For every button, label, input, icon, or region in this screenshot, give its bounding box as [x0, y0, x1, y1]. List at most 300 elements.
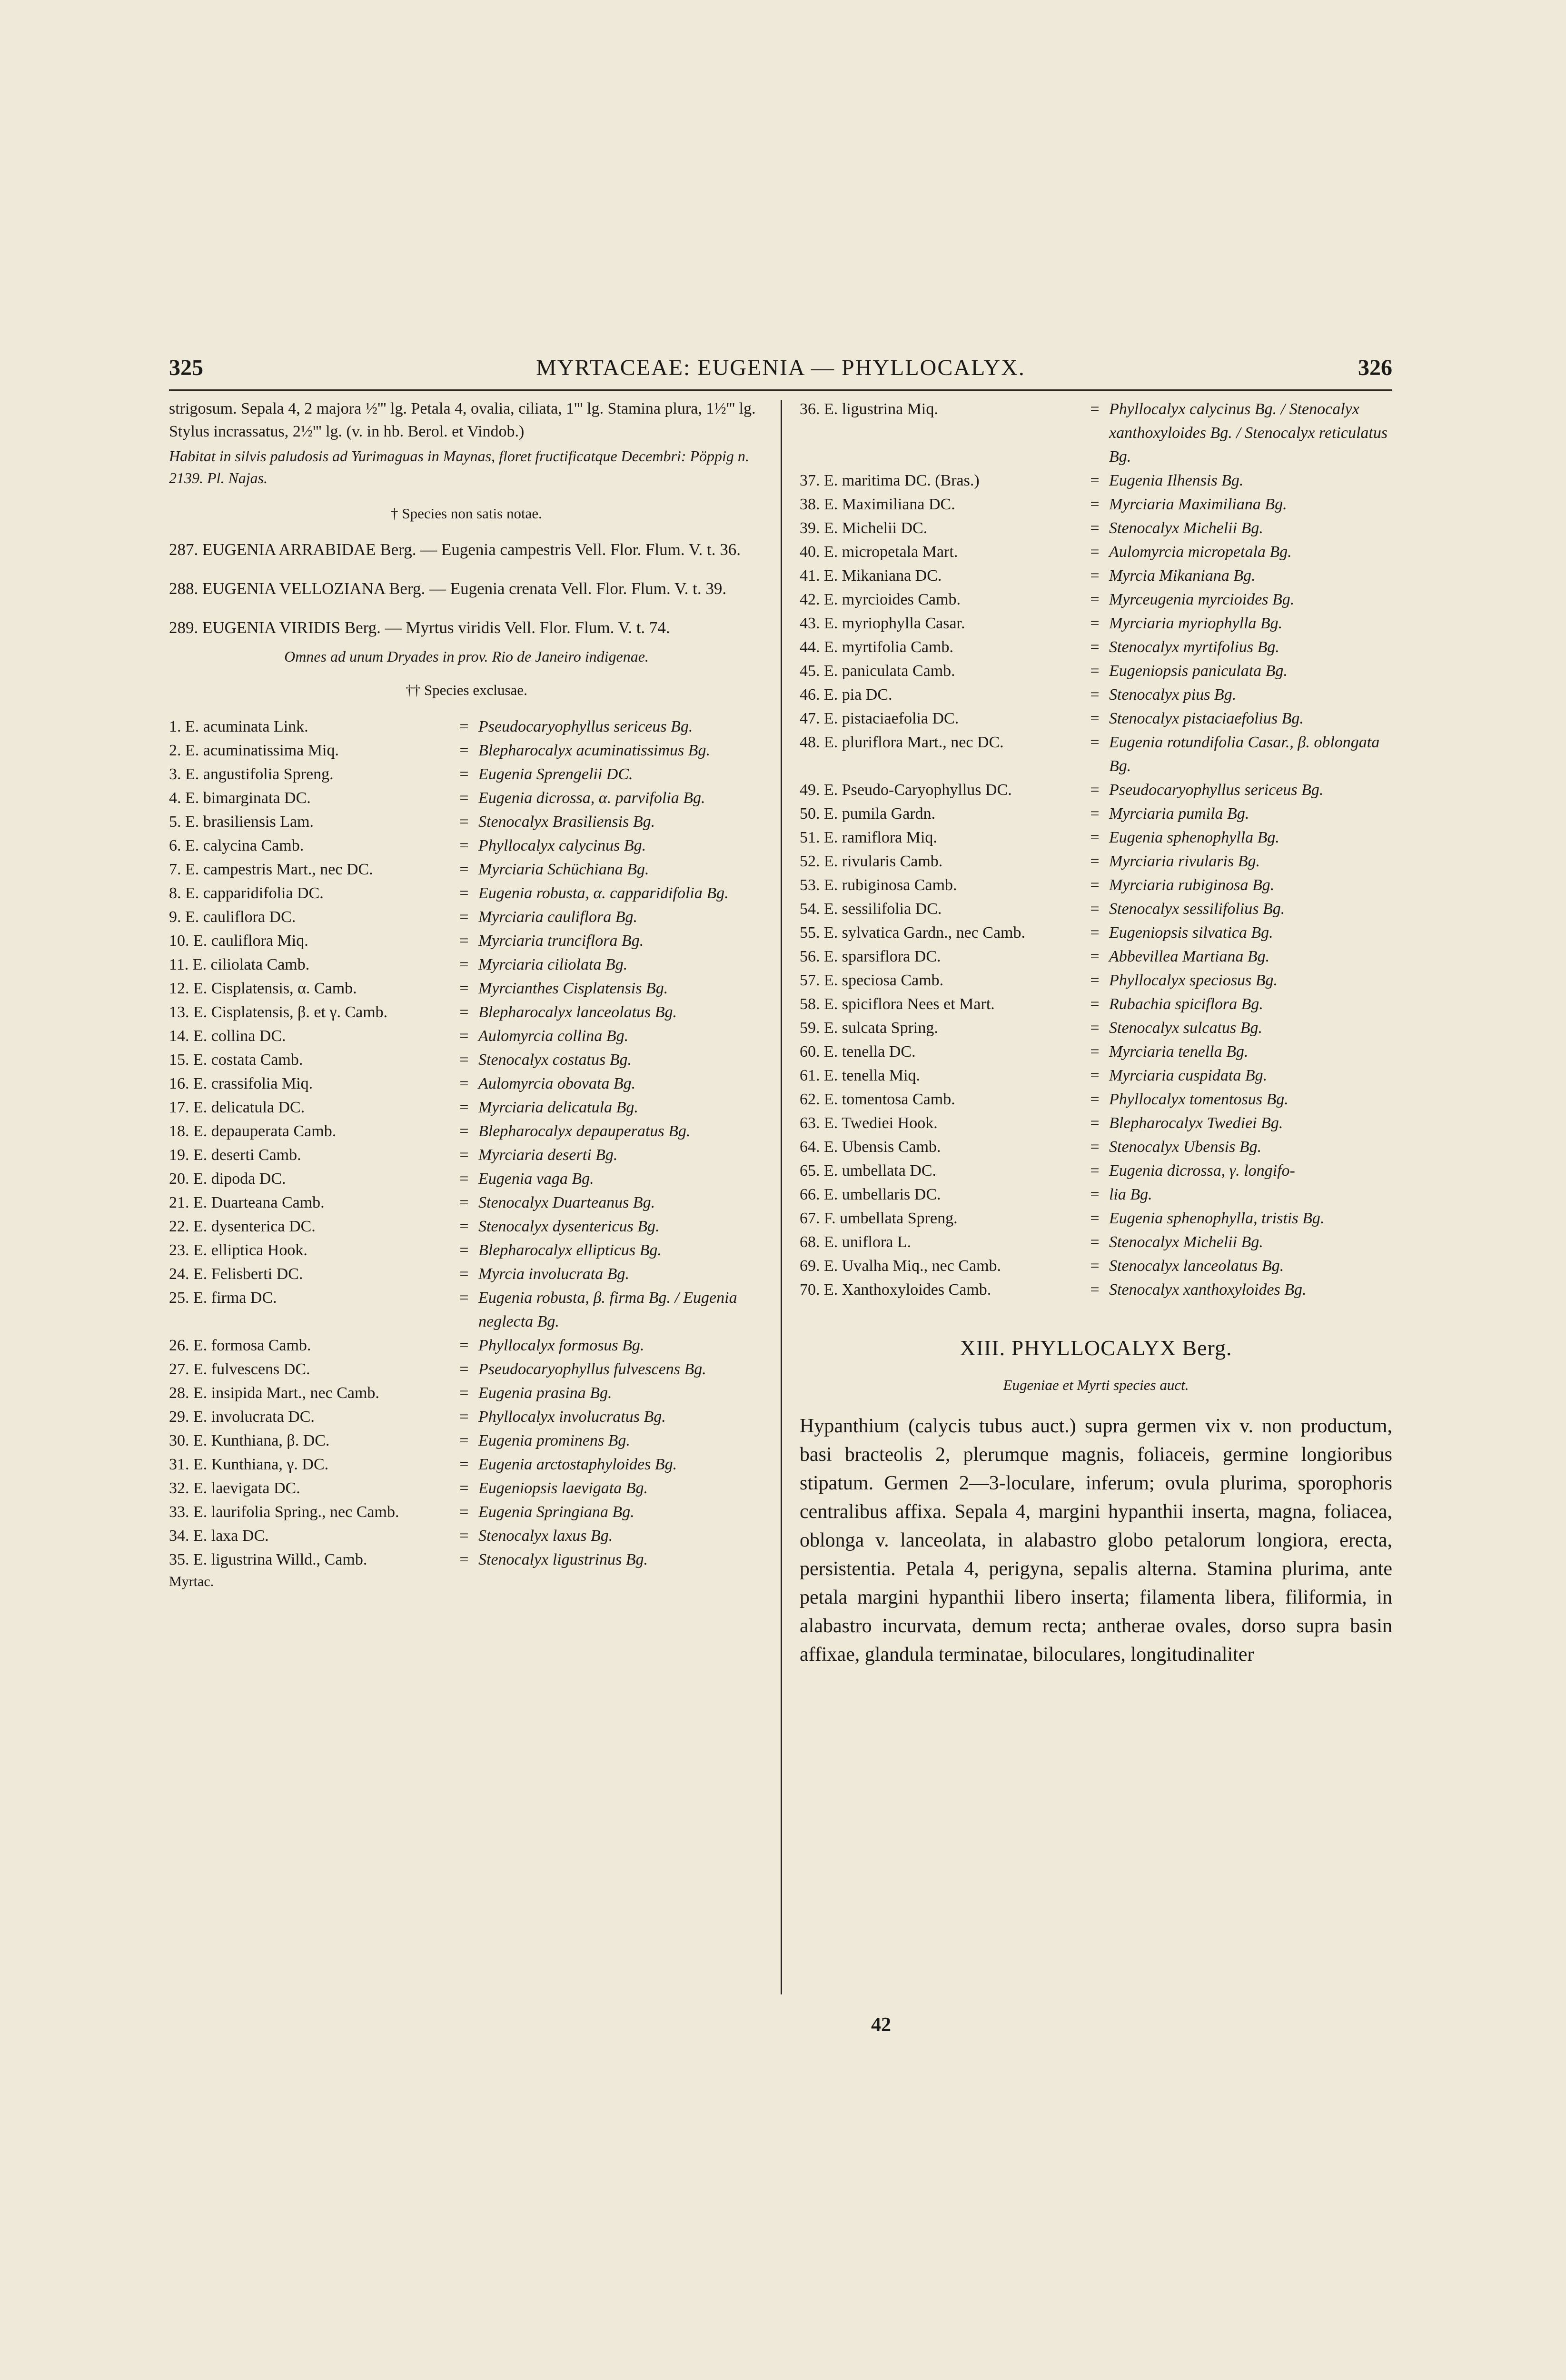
equals-sign: =	[459, 1194, 469, 1211]
synonym-new-name: Blepharocalyx lanceolatus Bg.	[478, 1003, 677, 1021]
equals-sign: =	[1090, 662, 1100, 680]
synonym-new-name: Myrciaria Schüchiana Bg.	[478, 861, 649, 878]
synonym-old-name: 70. E. Xanthoxyloides Camb.	[800, 1281, 991, 1299]
equals-sign: =	[459, 861, 469, 878]
synonym-old-name: 44. E. myrtifolia Camb.	[800, 638, 953, 656]
synonym-new-name: Myrciaria rivularis Bg.	[1109, 853, 1260, 870]
equals-sign: =	[1090, 543, 1100, 561]
synonym-row	[800, 1230, 1392, 1254]
equals-sign: =	[1090, 1257, 1100, 1275]
equals-sign: =	[459, 884, 469, 902]
equals-sign: =	[1090, 853, 1100, 870]
equals-sign: =	[459, 718, 469, 735]
synonym-old-name: 35. E. ligustrina Willd., Camb.	[169, 1551, 367, 1568]
synonym-row	[169, 1239, 764, 1262]
synonym-row	[800, 945, 1392, 969]
synonym-old-name: 39. E. Michelii DC.	[800, 519, 928, 537]
synonym-new-name: Stenocalyx pius Bg.	[1109, 686, 1237, 704]
synonym-new-name: Myrciaria cauliflora Bg.	[478, 908, 637, 926]
synonym-new-name: Stenocalyx Michelii Bg.	[1109, 519, 1263, 537]
synonym-old-name: 20. E. dipoda DC.	[169, 1170, 286, 1188]
synonym-row	[169, 1096, 764, 1120]
synonym-new-name: Stenocalyx Michelii Bg.	[1109, 1233, 1263, 1251]
synonym-new-name: Eugenia vaga Bg.	[478, 1170, 594, 1188]
equals-sign: =	[1090, 1019, 1100, 1037]
equals-sign: =	[459, 1456, 469, 1473]
synonym-new-name: Stenocalyx xanthoxyloides Bg.	[1109, 1281, 1307, 1299]
synonym-old-name: 34. E. laxa DC.	[169, 1527, 269, 1545]
header-rule	[169, 389, 1392, 391]
equals-sign: =	[1090, 995, 1100, 1013]
synonym-old-name: 26. E. formosa Camb.	[169, 1337, 311, 1354]
synonym-old-name: 40. E. micropetala Mart.	[800, 543, 958, 561]
synonym-row	[800, 1088, 1392, 1111]
signature-mark: Myrtac.	[169, 1574, 214, 1589]
running-header	[169, 355, 1392, 383]
synonym-new-name: Eugenia robusta, α. capparidifolia Bg.	[478, 884, 729, 902]
synonym-new-name: Eugenia dicrossa, α. parvifolia Bg.	[478, 789, 705, 807]
synonym-old-name: 68. E. uniflora L.	[800, 1233, 912, 1251]
synonym-new-name: Myrceugenia myrcioides Bg.	[1109, 591, 1295, 608]
equals-sign: =	[1090, 400, 1100, 418]
synonym-new-name: Phyllocalyx involucratus Bg.	[478, 1408, 666, 1426]
synonym-row	[800, 1064, 1392, 1088]
synonym-old-name: 46. E. pia DC.	[800, 686, 892, 704]
equals-sign: =	[1090, 1043, 1100, 1061]
synonym-old-name: 14. E. collina DC.	[169, 1027, 286, 1045]
synonym-row	[169, 858, 764, 882]
synonym-new-name: Abbevillea Martiana Bg.	[1109, 948, 1270, 965]
synonym-new-name: Blepharocalyx Twediei Bg.	[1109, 1114, 1283, 1132]
equals-sign: =	[459, 1241, 469, 1259]
synonym-old-name: 45. E. paniculata Camb.	[800, 662, 955, 680]
synonym-row	[169, 1524, 764, 1548]
synonym-row	[800, 778, 1392, 802]
synonym-row	[169, 1143, 764, 1167]
equals-sign: =	[1090, 876, 1100, 894]
synonym-old-name: 63. E. Twediei Hook.	[800, 1114, 938, 1132]
synonym-row	[800, 469, 1392, 493]
synonym-row	[800, 873, 1392, 897]
synonym-old-name: 30. E. Kunthiana, β. DC.	[169, 1432, 330, 1449]
synonym-old-name: 57. E. speciosa Camb.	[800, 972, 944, 989]
synonym-old-name: 50. E. pumila Gardn.	[800, 805, 936, 823]
equals-sign: =	[459, 1360, 469, 1378]
synonym-new-name: Eugenia prominens Bg.	[478, 1432, 630, 1449]
synonym-old-name: 51. E. ramiflora Miq.	[800, 829, 937, 846]
equals-sign: =	[459, 1265, 469, 1283]
synonym-row	[169, 882, 764, 905]
synonym-new-name: Phyllocalyx formosus Bg.	[478, 1337, 644, 1354]
equals-sign: =	[459, 908, 469, 926]
synonym-old-name: 27. E. fulvescens DC.	[169, 1360, 310, 1378]
running-title: MYRTACEAE: EUGENIA — PHYLLOCALYX.	[536, 355, 1025, 380]
synonym-new-name: Stenocalyx Ubensis Bg.	[1109, 1138, 1262, 1156]
synonym-old-name: 28. E. insipida Mart., nec Camb.	[169, 1384, 379, 1402]
equals-sign: =	[459, 1503, 469, 1521]
synonym-row	[169, 1167, 764, 1191]
synonym-new-name: Pseudocaryophyllus fulvescens Bg.	[478, 1360, 706, 1378]
synonym-new-name: Rubachia spiciflora Bg.	[1109, 995, 1263, 1013]
synonym-old-name: 32. E. laevigata DC.	[169, 1479, 300, 1497]
equals-sign: =	[1090, 615, 1100, 632]
equals-sign: =	[459, 765, 469, 783]
synonym-old-name: 11. E. ciliolata Camb.	[169, 956, 310, 973]
synonym-new-name: Stenocalyx lanceolatus Bg.	[1109, 1257, 1284, 1275]
distribution-note: Omnes ad unum Dryades in prov. Rio de Janeiro indigenae.	[284, 648, 649, 665]
equals-sign: =	[459, 932, 469, 950]
equals-sign: =	[459, 1003, 469, 1021]
synonym-new-name: Stenocalyx laxus Bg.	[478, 1527, 613, 1545]
synonym-old-name: 36. E. ligustrina Miq.	[800, 400, 938, 418]
equals-sign: =	[459, 837, 469, 854]
synonym-old-name: 59. E. sulcata Spring.	[800, 1019, 938, 1037]
synonym-row	[169, 1024, 764, 1048]
synonym-new-name: Eugenia Sprengelii DC.	[478, 765, 633, 783]
synonym-row	[169, 1120, 764, 1143]
synonym-row	[800, 1135, 1392, 1159]
synonym-old-name: 37. E. maritima DC. (Bras.)	[800, 472, 980, 489]
equals-sign: =	[459, 1289, 469, 1307]
synonym-row	[800, 516, 1392, 540]
synonym-row	[800, 540, 1392, 564]
synonym-row	[800, 1254, 1392, 1278]
synonym-old-name: 43. E. myriophylla Casar.	[800, 615, 965, 632]
synonym-new-name: Eugenia sphenophylla, tristis Bg.	[1109, 1210, 1325, 1227]
synonym-row	[169, 1048, 764, 1072]
synonym-new-name: Myrciaria deserti Bg.	[478, 1146, 618, 1164]
synonym-new-name: Stenocalyx ligustrinus Bg.	[478, 1551, 648, 1568]
equals-sign: =	[459, 1099, 469, 1116]
synonym-row	[169, 1334, 764, 1358]
synonym-old-name: 42. E. myrcioides Camb.	[800, 591, 961, 608]
synonym-old-name: 52. E. rivularis Camb.	[800, 853, 943, 870]
synonym-row	[800, 1207, 1392, 1230]
equals-sign: =	[459, 1479, 469, 1497]
synonym-old-name: 6. E. calycina Camb.	[169, 837, 304, 854]
synonym-old-name: 61. E. tenella Miq.	[800, 1067, 921, 1084]
synonym-new-name: Eugeniopsis silvatica Bg.	[1109, 924, 1273, 942]
synonym-row	[800, 1159, 1392, 1183]
synonym-old-name: 9. E. cauliflora DC.	[169, 908, 296, 926]
synonym-old-name: 25. E. firma DC.	[169, 1289, 277, 1307]
equals-sign: =	[459, 1384, 469, 1402]
species-entry: 288. EUGENIA VELLOZIANA Berg. — Eugenia crenata Vell. Flor. Flum. V. t. 39.	[169, 579, 727, 598]
equals-sign: =	[459, 1408, 469, 1426]
synonym-row	[169, 1358, 764, 1381]
right-column	[800, 397, 1392, 1669]
synonym-row	[800, 1040, 1392, 1064]
equals-sign: =	[459, 1122, 469, 1140]
synonym-row	[169, 715, 764, 739]
synonym-row	[169, 1215, 764, 1239]
genus-description: Hypanthium (calycis tubus auct.) supra germen vix v. non productum, basi bracteolis 2, plerumque magnis, foliaceis, germine longioribus stipatum. Germen 2—3-loculare, inferum; ovula plurima, sporophoris centralibus affixa. Sepala 4, margini hypanthii inserta, magna, foliacea, oblonga v. lanceolata, in alabastro globo petalorum longiora, erecta, persistentia. Petala 4, perigyna, sepalis alterna. Stamina plurima, ante petala margini hypanthii libero inserta; filamenta libera, filiformia, in alabastro incurvata, demum recta; antherae ovales, dorso supra basin affixae, glandula terminatae, biloculares, longitudinaliter	[800, 1415, 1392, 1666]
synonym-row	[169, 1262, 764, 1286]
synonym-list-right	[800, 397, 1392, 1302]
equals-sign: =	[1090, 972, 1100, 989]
synonym-old-name: 48. E. pluriflora Mart., nec DC.	[800, 734, 1004, 751]
synonym-new-name: Stenocalyx costatus Bg.	[478, 1051, 632, 1069]
equals-sign: =	[1090, 1186, 1100, 1203]
synonym-old-name: 62. E. tomentosa Camb.	[800, 1091, 955, 1108]
synonym-old-name: 53. E. rubiginosa Camb.	[800, 876, 957, 894]
synonym-new-name: Myrciaria pumila Bg.	[1109, 805, 1249, 823]
synonym-old-name: 24. E. Felisberti DC.	[169, 1265, 303, 1283]
synonym-new-name: Eugenia sphenophylla Bg.	[1109, 829, 1279, 846]
synonym-old-name: 55. E. sylvatica Gardn., nec Camb.	[800, 924, 1025, 942]
synonym-new-name: Eugenia prasina Bg.	[478, 1384, 612, 1402]
equals-sign: =	[1090, 1114, 1100, 1132]
synonym-new-name: Stenocalyx sulcatus Bg.	[1109, 1019, 1262, 1037]
equals-sign: =	[1090, 686, 1100, 704]
synonym-new-name: Myrcianthes Cisplatensis Bg.	[478, 980, 668, 997]
synonym-old-name: 41. E. Mikaniana DC.	[800, 567, 942, 585]
synonym-new-name: lia Bg.	[1109, 1186, 1152, 1203]
synonym-old-name: 23. E. elliptica Hook.	[169, 1241, 307, 1259]
synonym-old-name: 13. E. Cisplatensis, β. et γ. Camb.	[169, 1003, 388, 1021]
equals-sign: =	[459, 1027, 469, 1045]
synonym-row	[800, 635, 1392, 659]
equals-sign: =	[459, 742, 469, 759]
genus-subheading: Eugeniae et Myrti species auct.	[1003, 1377, 1189, 1393]
synonym-new-name: Blepharocalyx depauperatus Bg.	[478, 1122, 691, 1140]
equals-sign: =	[1090, 1091, 1100, 1108]
synonym-new-name: Myrcia Mikaniana Bg.	[1109, 567, 1256, 585]
synonym-new-name: Eugenia Ilhensis Bg.	[1109, 472, 1244, 489]
equals-sign: =	[1090, 1067, 1100, 1084]
sheet-signature: 42	[871, 2014, 891, 2036]
synonym-old-name: 31. E. Kunthiana, γ. DC.	[169, 1456, 329, 1473]
equals-sign: =	[459, 1075, 469, 1092]
synonym-row	[800, 969, 1392, 992]
equals-sign: =	[1090, 1210, 1100, 1227]
equals-sign: =	[1090, 591, 1100, 608]
synonym-row	[169, 905, 764, 929]
synonym-old-name: 17. E. delicatula DC.	[169, 1099, 305, 1116]
synonym-new-name: Pseudocaryophyllus sericeus Bg.	[1109, 781, 1324, 799]
synonym-old-name: 8. E. capparidifolia DC.	[169, 884, 324, 902]
synonym-row	[800, 659, 1392, 683]
synonym-row	[800, 1278, 1392, 1302]
synonym-new-name: Eugeniopsis laevigata Bg.	[478, 1479, 648, 1497]
equals-sign: =	[459, 980, 469, 997]
synonym-old-name: 5. E. brasiliensis Lam.	[169, 813, 314, 831]
synonym-row	[169, 929, 764, 953]
synonym-old-name: 21. E. Duarteana Camb.	[169, 1194, 325, 1211]
equals-sign: =	[1090, 567, 1100, 585]
column-rule	[781, 400, 782, 1994]
synonym-row	[800, 397, 1392, 469]
synonym-new-name: Myrciaria ciliolata Bg.	[478, 956, 628, 973]
synonym-new-name: Eugenia dicrossa, γ. longifo-	[1109, 1162, 1295, 1180]
habitat-paragraph: Habitat in silvis paludosis ad Yurimaguas in Maynas, floret fructificatque Decembri: Pöppig n. 2139. Pl. Najas.	[169, 447, 749, 486]
synonym-row	[169, 1405, 764, 1429]
synonym-new-name: Myrcia involucrata Bg.	[478, 1265, 629, 1283]
synonym-new-name: Blepharocalyx ellipticus Bg.	[478, 1241, 662, 1259]
synonym-old-name: 18. E. depauperata Camb.	[169, 1122, 337, 1140]
synonym-new-name: Eugenia robusta, β. firma Bg. / Eugenia neglecta Bg.	[478, 1289, 737, 1330]
synonym-row	[169, 739, 764, 763]
synonym-new-name: Myrciaria tenella Bg.	[1109, 1043, 1249, 1061]
synonym-row	[800, 612, 1392, 635]
synonym-new-name: Phyllocalyx calycinus Bg. / Stenocalyx xanthoxyloides Bg. / Stenocalyx reticulatus Bg.	[1109, 400, 1388, 466]
equals-sign: =	[1090, 1233, 1100, 1251]
synonym-new-name: Myrciaria myriophylla Bg.	[1109, 615, 1283, 632]
equals-sign: =	[1090, 781, 1100, 799]
synonym-new-name: Myrciaria rubiginosa Bg.	[1109, 876, 1275, 894]
synonym-row	[800, 992, 1392, 1016]
equals-sign: =	[1090, 924, 1100, 942]
synonym-row	[169, 834, 764, 858]
synonym-row	[169, 977, 764, 1001]
synonym-row	[800, 897, 1392, 921]
synonym-row	[169, 1072, 764, 1096]
synonym-new-name: Myrciaria delicatula Bg.	[478, 1099, 638, 1116]
equals-sign: =	[1090, 1162, 1100, 1180]
synonym-row	[800, 493, 1392, 516]
equals-sign: =	[459, 1051, 469, 1069]
synonym-row	[800, 707, 1392, 731]
synonym-old-name: 58. E. spiciflora Nees et Mart.	[800, 995, 995, 1013]
synonym-old-name: 69. E. Uvalha Miq., nec Camb.	[800, 1257, 1001, 1275]
synonym-old-name: 66. E. umbellaris DC.	[800, 1186, 941, 1203]
synonym-new-name: Eugenia arctostaphyloides Bg.	[478, 1456, 677, 1473]
synonym-old-name: 65. E. umbellata DC.	[800, 1162, 937, 1180]
synonym-row	[169, 1477, 764, 1500]
equals-sign: =	[1090, 710, 1100, 727]
equals-sign: =	[459, 1218, 469, 1235]
synonym-new-name: Eugenia rotundifolia Casar., β. oblongata Bg.	[1109, 734, 1380, 775]
equals-sign: =	[1090, 734, 1100, 751]
synonym-new-name: Aulomyrcia obovata Bg.	[478, 1075, 636, 1092]
synonym-old-name: 38. E. Maximiliana DC.	[800, 496, 955, 513]
page-number-left: 325	[169, 355, 203, 380]
synonym-row	[800, 588, 1392, 612]
synonym-new-name: Myrciaria cuspidata Bg.	[1109, 1067, 1268, 1084]
synonym-new-name: Stenocalyx myrtifolius Bg.	[1109, 638, 1279, 656]
synonym-row	[800, 921, 1392, 945]
synonym-new-name: Aulomyrcia micropetala Bg.	[1109, 543, 1292, 561]
equals-sign: =	[1090, 829, 1100, 846]
section-heading-not-known: † Species non satis notae.	[391, 505, 542, 522]
equals-sign: =	[1090, 1138, 1100, 1156]
equals-sign: =	[459, 1170, 469, 1188]
synonym-row	[169, 1548, 764, 1572]
synonym-row	[800, 564, 1392, 588]
synonym-row	[169, 1191, 764, 1215]
synonym-old-name: 7. E. campestris Mart., nec DC.	[169, 861, 373, 878]
synonym-old-name: 16. E. crassifolia Miq.	[169, 1075, 313, 1092]
synonym-new-name: Stenocalyx Brasiliensis Bg.	[478, 813, 655, 831]
synonym-old-name: 2. E. acuminatissima Miq.	[169, 742, 339, 759]
synonym-row	[169, 1001, 764, 1024]
intro-paragraph: strigosum. Sepala 4, 2 majora ½''' lg. Petala 4, ovalia, ciliata, 1''' lg. Stamina plura, 1½''' lg. Stylus incrassatus, 2½''' lg. (v. in hb. Berol. et Vindob.)	[169, 400, 756, 440]
synonym-row	[169, 810, 764, 834]
synonym-new-name: Eugeniopsis paniculata Bg.	[1109, 662, 1288, 680]
synonym-old-name: 29. E. involucrata DC.	[169, 1408, 315, 1426]
synonym-old-name: 56. E. sparsiflora DC.	[800, 948, 941, 965]
synonym-old-name: 15. E. costata Camb.	[169, 1051, 303, 1069]
synonym-old-name: 54. E. sessilifolia DC.	[800, 900, 942, 918]
synonym-old-name: 33. E. laurifolia Spring., nec Camb.	[169, 1503, 399, 1521]
synonym-old-name: 12. E. Cisplatensis, α. Camb.	[169, 980, 357, 997]
synonym-row	[169, 1500, 764, 1524]
synonym-new-name: Aulomyrcia collina Bg.	[478, 1027, 629, 1045]
synonym-new-name: Stenocalyx Duarteanus Bg.	[478, 1194, 655, 1211]
synonym-list-left	[169, 715, 764, 1572]
synonym-row	[169, 786, 764, 810]
synonym-old-name: 49. E. Pseudo-Caryophyllus DC.	[800, 781, 1012, 799]
synonym-new-name: Phyllocalyx speciosus Bg.	[1109, 972, 1278, 989]
synonym-row	[800, 1183, 1392, 1207]
equals-sign: =	[459, 813, 469, 831]
species-entry: 289. EUGENIA VIRIDIS Berg. — Myrtus viridis Vell. Flor. Flum. V. t. 74.	[169, 618, 670, 637]
synonym-row	[800, 731, 1392, 778]
equals-sign: =	[1090, 496, 1100, 513]
synonym-old-name: 4. E. bimarginata DC.	[169, 789, 311, 807]
equals-sign: =	[1090, 472, 1100, 489]
synonym-new-name: Eugenia Springiana Bg.	[478, 1503, 634, 1521]
synonym-new-name: Phyllocalyx tomentosus Bg.	[1109, 1091, 1288, 1108]
page-number-right: 326	[1358, 355, 1392, 380]
synonym-row	[800, 1111, 1392, 1135]
synonym-new-name: Stenocalyx dysentericus Bg.	[478, 1218, 660, 1235]
equals-sign: =	[1090, 900, 1100, 918]
synonym-old-name: 67. F. umbellata Spreng.	[800, 1210, 958, 1227]
genus-heading: XIII. PHYLLOCALYX Berg.	[960, 1336, 1232, 1360]
synonym-row	[169, 1286, 764, 1334]
synonym-new-name: Phyllocalyx calycinus Bg.	[478, 837, 646, 854]
equals-sign: =	[459, 1432, 469, 1449]
equals-sign: =	[459, 1337, 469, 1354]
equals-sign: =	[459, 1527, 469, 1545]
synonym-row	[800, 1016, 1392, 1040]
equals-sign: =	[1090, 1281, 1100, 1299]
synonym-old-name: 1. E. acuminata Link.	[169, 718, 308, 735]
synonym-row	[169, 763, 764, 786]
synonym-old-name: 47. E. pistaciaefolia DC.	[800, 710, 959, 727]
equals-sign: =	[459, 789, 469, 807]
left-column	[169, 397, 764, 1590]
synonym-new-name: Stenocalyx sessilifolius Bg.	[1109, 900, 1285, 918]
synonym-row	[800, 683, 1392, 707]
synonym-row	[800, 850, 1392, 873]
synonym-old-name: 60. E. tenella DC.	[800, 1043, 916, 1061]
synonym-old-name: 22. E. dysenterica DC.	[169, 1218, 316, 1235]
synonym-new-name: Myrciaria Maximiliana Bg.	[1109, 496, 1287, 513]
synonym-old-name: 3. E. angustifolia Spreng.	[169, 765, 334, 783]
synonym-new-name: Blepharocalyx acuminatissimus Bg.	[478, 742, 710, 759]
equals-sign: =	[459, 1146, 469, 1164]
equals-sign: =	[459, 1551, 469, 1568]
section-heading-excluded: †† Species exclusae.	[406, 682, 527, 698]
synonym-row	[169, 1381, 764, 1405]
equals-sign: =	[1090, 519, 1100, 537]
equals-sign: =	[459, 956, 469, 973]
synonym-row	[169, 1453, 764, 1477]
synonym-row	[169, 953, 764, 977]
synonym-new-name: Stenocalyx pistaciaefolius Bg.	[1109, 710, 1304, 727]
equals-sign: =	[1090, 638, 1100, 656]
synonym-new-name: Pseudocaryophyllus sericeus Bg.	[478, 718, 693, 735]
equals-sign: =	[1090, 948, 1100, 965]
synonym-new-name: Myrciaria trunciflora Bg.	[478, 932, 644, 950]
synonym-old-name: 64. E. Ubensis Camb.	[800, 1138, 941, 1156]
species-entry: 287. EUGENIA ARRABIDAE Berg. — Eugenia campestris Vell. Flor. Flum. V. t. 36.	[169, 540, 741, 559]
synonym-old-name: 19. E. deserti Camb.	[169, 1146, 301, 1164]
equals-sign: =	[1090, 805, 1100, 823]
synonym-row	[800, 826, 1392, 850]
